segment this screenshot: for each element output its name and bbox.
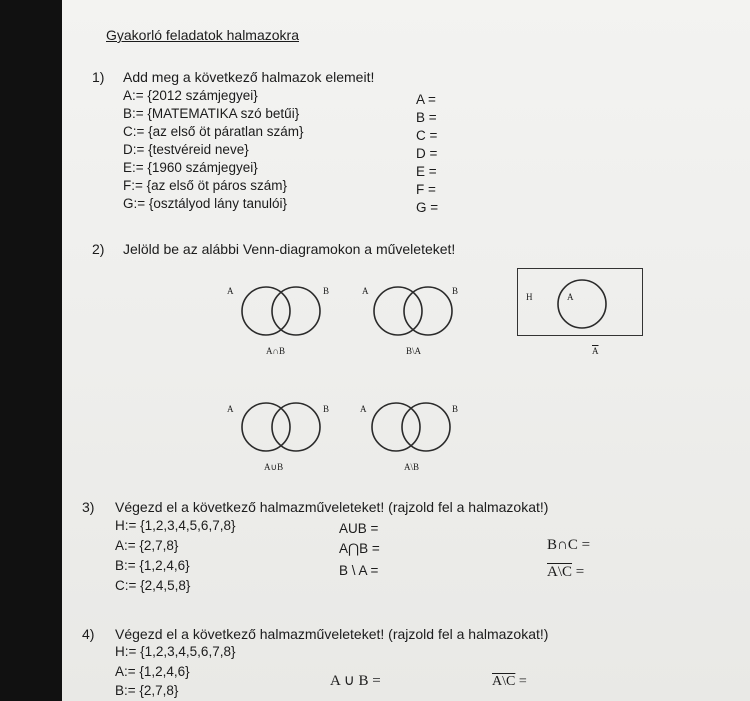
q4-set-h: H:= {1,2,3,4,5,6,7,8} <box>115 644 236 659</box>
q3-prompt: Végezd el a következő halmazműveleteket! (rajzold fel a halmazokat!) <box>115 499 549 515</box>
venn-diagram-3 <box>240 398 324 456</box>
complement-set-label: A <box>567 292 574 302</box>
q3-complement-eq: = <box>572 564 585 580</box>
q3-set-a: A:= {2,7,8} <box>115 538 179 553</box>
venn2-label-a: A <box>362 286 369 296</box>
q2-prompt: Jelöld be az alábbi Venn-diagramokon a műveleteket! <box>123 241 456 257</box>
q4-complement-eq: = <box>515 674 527 689</box>
q1-ans-b: B = <box>416 110 437 125</box>
q4-op-union: A ∪ B = <box>330 673 381 689</box>
q4-prompt: Végezd el a következő halmazműveleteket! (rajzold fel a halmazokat!) <box>115 626 549 642</box>
venn-diagram-1 <box>240 282 324 340</box>
q4-complement-expr: A\C <box>492 674 516 689</box>
complement-set-diagram <box>556 278 608 330</box>
q3-set-b: B:= {1,2,4,6} <box>115 558 190 573</box>
venn1-circle-a <box>242 287 290 335</box>
venn-diagram-2 <box>372 282 459 340</box>
q3-op-complement-a-minus-c <box>547 564 584 581</box>
venn4-circle-a <box>372 403 420 451</box>
complement-circle-a <box>558 280 606 328</box>
q1-def-g: G:= {osztályod lány tanulói} <box>123 196 287 211</box>
venn3-label-b: B <box>323 404 330 414</box>
q1-ans-e: E = <box>416 164 437 179</box>
q1-ans-a: A = <box>416 92 436 107</box>
q3-number: 3) <box>82 499 95 515</box>
q1-def-e: E:= {1960 számjegyei} <box>123 160 258 175</box>
venn2-label-b: B <box>452 286 459 296</box>
venn1-label-a: A <box>227 286 234 296</box>
q3-op-difference: B \ A = <box>339 563 379 578</box>
q1-ans-g: G = <box>416 200 439 215</box>
q4-number: 4) <box>82 626 95 642</box>
q1-def-f: F:= {az első öt páros szám} <box>123 178 287 193</box>
q1-ans-d: D = <box>416 146 438 161</box>
q3-complement-expr: A\C <box>547 564 573 580</box>
venn2-caption: B\A <box>406 346 422 356</box>
q1-def-b: B:= {MATEMATIKA szó betűi} <box>123 106 300 121</box>
venn2-circle-a <box>374 287 422 335</box>
venn2-circle-b <box>404 287 452 335</box>
page-title: Gyakorló feladatok halmazokra <box>106 27 299 43</box>
q1-ans-f: F = <box>416 182 436 197</box>
q1-def-d: D:= {testvéreid neve} <box>123 142 249 157</box>
q1-def-a: A:= {2012 számjegyei} <box>123 88 258 103</box>
venn-diagram-4 <box>370 398 454 456</box>
venn4-caption: A\B <box>404 462 420 472</box>
q1-def-c: C:= {az első öt páratlan szám} <box>123 124 304 139</box>
venn4-circle-b <box>402 403 450 451</box>
q3-op-b-intersect-c: B∩C = <box>547 537 591 553</box>
venn1-caption: A∩B <box>266 346 286 356</box>
venn1-label-b: B <box>323 286 330 296</box>
venn3-caption: A∪B <box>264 462 284 472</box>
q3-set-h: H:= {1,2,3,4,5,6,7,8} <box>115 518 236 533</box>
universe-label: H <box>526 292 533 302</box>
venn1-circle-b <box>272 287 320 335</box>
q4-set-b: B:= {2,7,8} <box>115 683 179 698</box>
venn4-label-b: B <box>452 404 459 414</box>
q2-number: 2) <box>92 241 105 257</box>
q3-op-union: AUB = <box>339 521 379 536</box>
complement-caption: $\overline{A}$ <box>592 346 599 356</box>
q1-prompt: Add meg a következő halmazok elemeit! <box>123 69 375 85</box>
q4-set-a: A:= {1,2,4,6} <box>115 664 190 679</box>
q1-ans-c: C = <box>416 128 438 143</box>
q3-op-intersection: A⋂B = <box>339 541 380 556</box>
q3-set-c: C:= {2,4,5,8} <box>115 578 191 593</box>
left-dark-margin <box>0 0 62 701</box>
q1-number: 1) <box>92 69 105 85</box>
venn4-label-a: A <box>360 404 367 414</box>
venn3-circle-a <box>242 403 290 451</box>
venn3-label-a: A <box>227 404 234 414</box>
venn3-circle-b <box>272 403 320 451</box>
q4-op-complement-a-minus-c <box>492 674 527 690</box>
